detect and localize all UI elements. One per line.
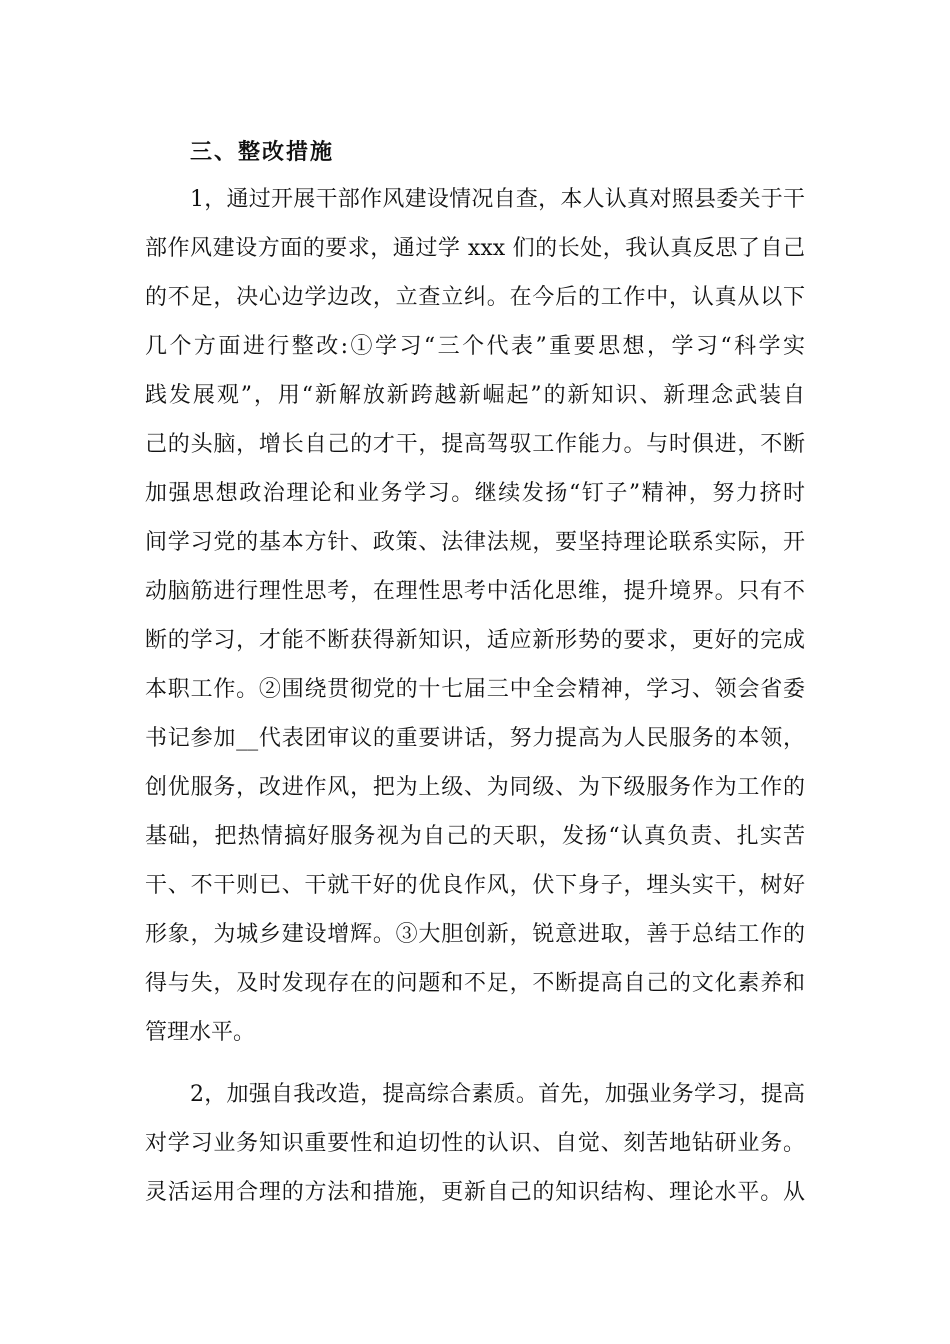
paragraph-1-line: 本职工作。②围绕贯彻党的十七届三中全会精神，学习、领会省委 [145, 677, 805, 702]
paragraph-1-line: 的不足，决心边学边改，立查立纠。在今后的工作中，认真从以下 [145, 285, 805, 310]
paragraph-2-line: 2，加强自我改造，提高综合素质。首先，加强业务学习，提高 [190, 1082, 805, 1107]
paragraph-1-line: 形象，为城乡建设增辉。③大胆创新，锐意进取，善于总结工作的 [145, 922, 805, 947]
paragraph-2-line: 灵活运用合理的方法和措施，更新自己的知识结构、理论水平。从 [145, 1180, 805, 1205]
paragraph-1-line: 创优服务，改进作风，把为上级、为同级、为下级服务作为工作的 [145, 775, 805, 800]
paragraph-1-line: 管理水平。 [145, 1020, 256, 1045]
section-heading: 三、整改措施 [190, 139, 335, 165]
paragraph-1-line: 1，通过开展干部作风建设情况自查，本人认真对照县委关于干 [190, 187, 805, 212]
paragraph-2-line: 对学习业务知识重要性和迫切性的认识、自觉、刻苦地钻研业务。 [145, 1131, 805, 1156]
paragraph-1-line: 得与失，及时发现存在的问题和不足，不断提高自己的文化素养和 [145, 971, 805, 996]
paragraph-1-line: 基础，把热情搞好服务视为自己的天职，发扬“认真负责、扎实苦 [145, 824, 805, 849]
paragraph-1-line: 己的头脑，增长自己的才干，提高驾驭工作能力。与时俱进，不断 [145, 432, 805, 457]
paragraph-1-line: 干、不干则已、干就干好的优良作风，伏下身子，埋头实干，树好 [145, 873, 805, 898]
paragraph-1-line: 断的学习，才能不断获得新知识，适应新形势的要求，更好的完成 [145, 628, 805, 653]
paragraph-1-line: 加强思想政治理论和业务学习。继续发扬“钉子”精神，努力挤时 [145, 481, 805, 506]
paragraph-1-line: 动脑筋进行理性思考，在理性思考中活化思维，提升境界。只有不 [145, 579, 805, 604]
paragraph-1-line: 几个方面进行整改:①学习“三个代表”重要思想，学习“科学实 [145, 334, 805, 359]
paragraph-1-line: 部作风建设方面的要求，通过学 xxx 们的长处，我认真反思了自己 [145, 236, 805, 261]
paragraph-1-line: 书记参加__代表团审议的重要讲话，努力提高为人民服务的本领， [145, 726, 805, 751]
paragraph-1-line: 践发展观”，用“新解放新跨越新崛起”的新知识、新理念武装自 [145, 383, 805, 408]
paragraph-1-line: 间学习党的基本方针、政策、法律法规，要坚持理论联系实际，开 [145, 530, 805, 555]
